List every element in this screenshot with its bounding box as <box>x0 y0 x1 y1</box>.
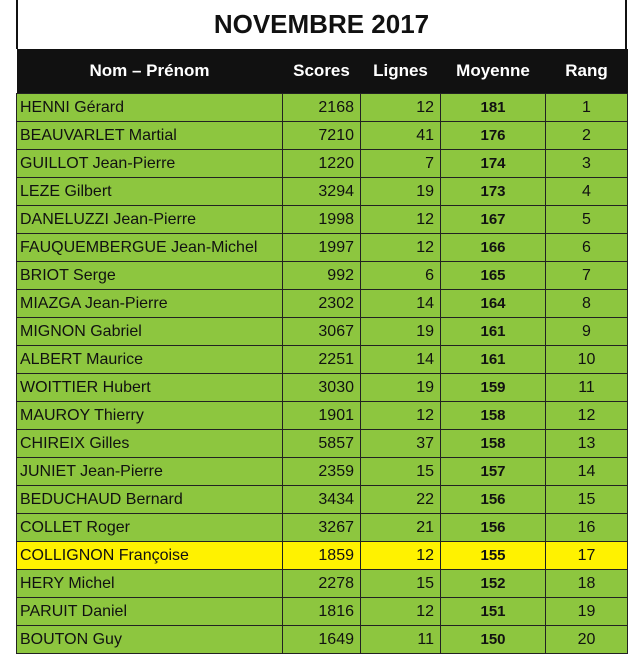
cell-name: BRIOT Serge <box>17 262 283 290</box>
table-row <box>17 598 628 626</box>
header-moyenne: Moyenne <box>441 49 546 94</box>
cell-rang: 17 <box>546 542 628 570</box>
cell-scores: 3067 <box>283 318 361 346</box>
cell-rang: 4 <box>546 178 628 206</box>
cell-name: LEZE Gilbert <box>17 178 283 206</box>
table-row <box>17 290 628 318</box>
cell-moyenne: 161 <box>441 318 546 346</box>
cell-lignes: 19 <box>361 178 441 206</box>
cell-lignes: 11 <box>361 626 441 654</box>
table-row <box>17 458 628 486</box>
cell-scores: 5857 <box>283 430 361 458</box>
cell-lignes: 41 <box>361 122 441 150</box>
cell-name: COLLIGNON Françoise <box>17 542 283 570</box>
cell-scores: 1998 <box>283 206 361 234</box>
cell-name: CHIREIX Gilles <box>17 430 283 458</box>
cell-scores: 2359 <box>283 458 361 486</box>
cell-lignes: 19 <box>361 318 441 346</box>
cell-rang: 19 <box>546 598 628 626</box>
cell-name: ALBERT Maurice <box>17 346 283 374</box>
cell-rang: 9 <box>546 318 628 346</box>
cell-scores: 2251 <box>283 346 361 374</box>
table-row <box>17 626 628 654</box>
table-row <box>17 262 628 290</box>
table-row <box>17 570 628 598</box>
cell-scores: 3030 <box>283 374 361 402</box>
cell-moyenne: 157 <box>441 458 546 486</box>
table-row <box>17 122 628 150</box>
cell-name: FAUQUEMBERGUE Jean-Michel <box>17 234 283 262</box>
cell-lignes: 12 <box>361 94 441 122</box>
cell-moyenne: 158 <box>441 402 546 430</box>
cell-lignes: 12 <box>361 542 441 570</box>
cell-name: DANELUZZI Jean-Pierre <box>17 206 283 234</box>
table-row <box>17 346 628 374</box>
table-row <box>17 234 628 262</box>
table-row <box>17 94 628 122</box>
header-rang: Rang <box>546 49 628 94</box>
cell-moyenne: 161 <box>441 346 546 374</box>
cell-moyenne: 156 <box>441 486 546 514</box>
cell-scores: 1859 <box>283 542 361 570</box>
cell-scores: 7210 <box>283 122 361 150</box>
cell-rang: 15 <box>546 486 628 514</box>
cell-rang: 14 <box>546 458 628 486</box>
cell-scores: 3434 <box>283 486 361 514</box>
table-row <box>17 542 628 570</box>
table-row <box>17 374 628 402</box>
cell-name: GUILLOT Jean-Pierre <box>17 150 283 178</box>
cell-rang: 5 <box>546 206 628 234</box>
cell-moyenne: 159 <box>441 374 546 402</box>
header-scores: Scores <box>283 49 361 94</box>
table-row <box>17 430 628 458</box>
cell-rang: 20 <box>546 626 628 654</box>
page-title: NOVEMBRE 2017 <box>16 0 627 49</box>
cell-scores: 3294 <box>283 178 361 206</box>
table-row <box>17 486 628 514</box>
cell-moyenne: 173 <box>441 178 546 206</box>
cell-rang: 12 <box>546 402 628 430</box>
cell-moyenne: 165 <box>441 262 546 290</box>
cell-lignes: 14 <box>361 346 441 374</box>
table-row <box>17 318 628 346</box>
cell-moyenne: 150 <box>441 626 546 654</box>
cell-moyenne: 167 <box>441 206 546 234</box>
cell-moyenne: 164 <box>441 290 546 318</box>
cell-name: MIGNON Gabriel <box>17 318 283 346</box>
table-row <box>17 402 628 430</box>
cell-name: HERY Michel <box>17 570 283 598</box>
cell-lignes: 12 <box>361 234 441 262</box>
cell-name: BOUTON Guy <box>17 626 283 654</box>
cell-moyenne: 181 <box>441 94 546 122</box>
cell-scores: 1997 <box>283 234 361 262</box>
cell-rang: 13 <box>546 430 628 458</box>
cell-lignes: 12 <box>361 598 441 626</box>
cell-name: COLLET Roger <box>17 514 283 542</box>
cell-rang: 7 <box>546 262 628 290</box>
ranking-table <box>16 49 628 654</box>
cell-moyenne: 156 <box>441 514 546 542</box>
cell-rang: 6 <box>546 234 628 262</box>
cell-moyenne: 166 <box>441 234 546 262</box>
cell-name: WOITTIER Hubert <box>17 374 283 402</box>
cell-rang: 11 <box>546 374 628 402</box>
cell-scores: 1816 <box>283 598 361 626</box>
cell-rang: 18 <box>546 570 628 598</box>
ranking-sheet <box>16 0 627 652</box>
cell-moyenne: 158 <box>441 430 546 458</box>
header-lignes: Lignes <box>361 49 441 94</box>
table-row <box>17 178 628 206</box>
cell-scores: 2302 <box>283 290 361 318</box>
cell-name: MIAZGA Jean-Pierre <box>17 290 283 318</box>
cell-moyenne: 155 <box>441 542 546 570</box>
cell-name: MAUROY Thierry <box>17 402 283 430</box>
cell-rang: 1 <box>546 94 628 122</box>
cell-scores: 3267 <box>283 514 361 542</box>
cell-name: PARUIT Daniel <box>17 598 283 626</box>
cell-lignes: 15 <box>361 570 441 598</box>
cell-lignes: 37 <box>361 430 441 458</box>
table-row <box>17 514 628 542</box>
table-row <box>17 206 628 234</box>
header-row <box>17 49 628 94</box>
cell-scores: 992 <box>283 262 361 290</box>
cell-scores: 2168 <box>283 94 361 122</box>
cell-rang: 3 <box>546 150 628 178</box>
table-row <box>17 150 628 178</box>
cell-name: BEDUCHAUD Bernard <box>17 486 283 514</box>
cell-rang: 8 <box>546 290 628 318</box>
cell-moyenne: 152 <box>441 570 546 598</box>
cell-lignes: 19 <box>361 374 441 402</box>
cell-moyenne: 151 <box>441 598 546 626</box>
header-name: Nom – Prénom <box>17 49 283 94</box>
cell-scores: 2278 <box>283 570 361 598</box>
cell-lignes: 15 <box>361 458 441 486</box>
cell-moyenne: 174 <box>441 150 546 178</box>
cell-lignes: 14 <box>361 290 441 318</box>
cell-rang: 10 <box>546 346 628 374</box>
cell-name: JUNIET Jean-Pierre <box>17 458 283 486</box>
cell-rang: 16 <box>546 514 628 542</box>
cell-name: HENNI Gérard <box>17 94 283 122</box>
cell-name: BEAUVARLET Martial <box>17 122 283 150</box>
cell-lignes: 6 <box>361 262 441 290</box>
cell-scores: 1901 <box>283 402 361 430</box>
table-body <box>17 94 628 654</box>
cell-lignes: 21 <box>361 514 441 542</box>
cell-rang: 2 <box>546 122 628 150</box>
cell-lignes: 22 <box>361 486 441 514</box>
cell-lignes: 12 <box>361 402 441 430</box>
cell-scores: 1649 <box>283 626 361 654</box>
cell-moyenne: 176 <box>441 122 546 150</box>
cell-scores: 1220 <box>283 150 361 178</box>
cell-lignes: 12 <box>361 206 441 234</box>
cell-lignes: 7 <box>361 150 441 178</box>
